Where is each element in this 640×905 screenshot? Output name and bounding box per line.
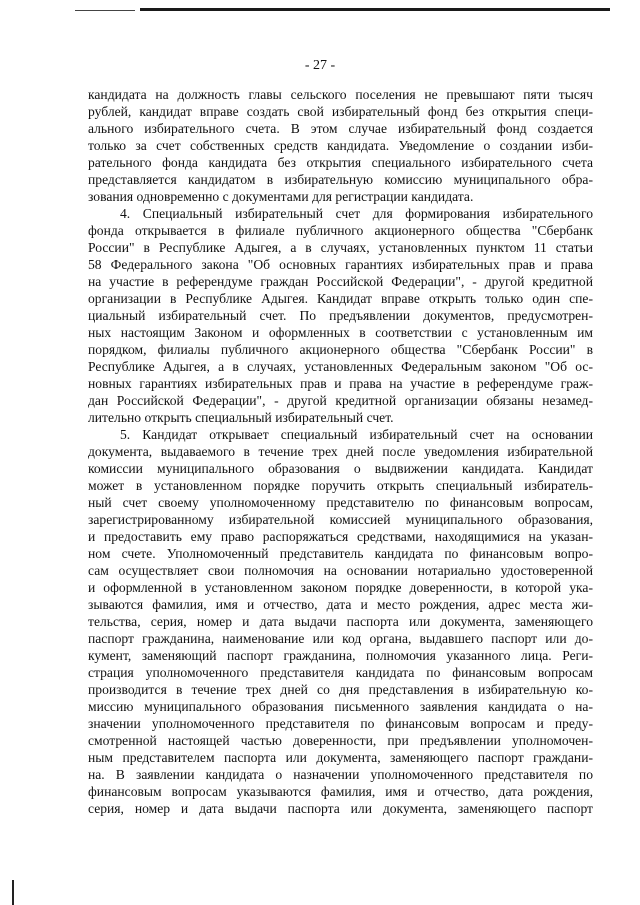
text-line: зования одновременно с документами для регистрации кандидата. bbox=[88, 189, 474, 204]
scan-edge-mark bbox=[12, 880, 14, 905]
top-scan-rule bbox=[140, 8, 610, 11]
text-line: кумент, заменяющий паспорт гражданина, полномочия указанного лица. Реги- bbox=[88, 648, 593, 663]
text-line: серия, номер и дата выдачи паспорта или документа, заменяющего паспорт bbox=[88, 801, 593, 816]
text-line: ным представителем паспорта или документа, заменяющего паспорт граждани- bbox=[88, 750, 593, 765]
text-line: зываются фамилия, имя и отчество, дата и место рождения, адрес места жи- bbox=[88, 597, 593, 612]
text-line: представляется кандидатом в избирательную комиссию муниципального обра- bbox=[88, 172, 593, 187]
text-line: только за счет собственных средств кандидата. Уведомление о создании изби- bbox=[88, 138, 593, 153]
text-line: комиссии муниципального образования о выдвижении кандидата. Кандидат bbox=[88, 461, 593, 476]
text-line: на участие в референдуме граждан Российской Федерации", - другой кредитной bbox=[88, 274, 593, 289]
text-line: миссию муниципального образования письменного заявления кандидата о на- bbox=[88, 699, 593, 714]
text-line: ального избирательного счета. В этом случае избирательный фонд создается bbox=[88, 121, 593, 136]
text-line: Республике Адыгея, а в случаях, установленных Федеральным законом "Об ос- bbox=[88, 359, 593, 374]
text-line: порядком, филиалы публичного акционерного общества "Сбербанк России" в bbox=[88, 342, 593, 357]
text-line: 4. Специальный избирательный счет для формирования избирательного bbox=[120, 206, 593, 221]
text-line: ных настоящим Законом и оформленных в соответствии с установленным им bbox=[88, 325, 593, 340]
text-line: на. В заявлении кандидата о назначении уполномоченного представителя по bbox=[88, 767, 593, 782]
text-line: рательного фонда кандидата без открытия специального избирательного счета bbox=[88, 155, 593, 170]
text-line: дан Российской Федерации", - другой кредитной организации обязаны незамед- bbox=[88, 393, 593, 408]
text-line: новных гарантиях избирательных прав и права на участие в референдуме граж- bbox=[88, 376, 593, 391]
text-line: финансовым вопросам указываются фамилия, имя и отчество, дата рождения, bbox=[88, 784, 593, 799]
paragraph-continuation bbox=[88, 86, 593, 205]
text-line: тельства, серия, номер и дата выдачи паспорта или документа, заменяющего bbox=[88, 614, 593, 629]
text-line: может в установленном порядке поручить открыть специальный избиратель- bbox=[88, 478, 593, 493]
text-line: смотренной настоящей частью доверенности, при предъявлении уполномочен- bbox=[88, 733, 593, 748]
text-line: и предоставить ему право распоряжаться средствами, находящимися на указан- bbox=[88, 529, 593, 544]
document-body bbox=[88, 86, 593, 817]
text-line: сам осуществляет свои полномочия на основании нотариально удостоверенной bbox=[88, 563, 593, 578]
text-line: циальный избирательный счет. По предъявлении документов, предусмотрен- bbox=[88, 308, 593, 323]
text-line: рублей, кандидат вправе создать свой избирательный фонд без открытия специ- bbox=[88, 104, 593, 119]
text-line: России" в Республике Адыгея, а в случаях, установленных пунктом 11 статьи bbox=[88, 240, 593, 255]
text-line: ный счет своему уполномоченному представителю по финансовым вопросам, bbox=[88, 495, 593, 510]
text-line: зарегистрированному избирательной комиссией муниципального образования, bbox=[88, 512, 593, 527]
text-line: лительно открыть специальный избирательный счет. bbox=[88, 410, 394, 425]
text-line: производится в течение трех дней со дня представления в избирательную ко- bbox=[88, 682, 593, 697]
text-line: ном счете. Уполномоченный представитель кандидата по финансовым вопро- bbox=[88, 546, 593, 561]
paragraph-item-5 bbox=[88, 426, 593, 817]
page-number: - 27 - bbox=[304, 58, 336, 73]
text-line: и оформленной в установленном законом порядке доверенности, в которой ука- bbox=[88, 580, 593, 595]
text-line: паспорт гражданина, наименование или код органа, выдавшего паспорт или до- bbox=[88, 631, 593, 646]
paragraph-item-4 bbox=[88, 205, 593, 426]
text-line: документа, выдаваемого в течение трех дней после уведомления избирательной bbox=[88, 444, 593, 459]
top-scan-rule-thin bbox=[75, 10, 135, 11]
text-line: значении уполномоченного представителя по финансовым вопросам и преду- bbox=[88, 716, 593, 731]
text-line: страция уполномоченного представителя кандидата по финансовым вопросам bbox=[88, 665, 593, 680]
text-line: 58 Федерального закона "Об основных гарантиях избирательных прав и права bbox=[88, 257, 593, 272]
text-line: 5. Кандидат открывает специальный избирательный счет на основании bbox=[120, 427, 593, 442]
text-line: организации в Республике Адыгея. Кандидат вправе открыть только один спе- bbox=[88, 291, 593, 306]
text-line: фонда открывается в филиале публичного акционерного общества "Сбербанк bbox=[88, 223, 593, 238]
text-line: кандидата на должность главы сельского поселения не превышают пяти тысяч bbox=[88, 87, 593, 102]
